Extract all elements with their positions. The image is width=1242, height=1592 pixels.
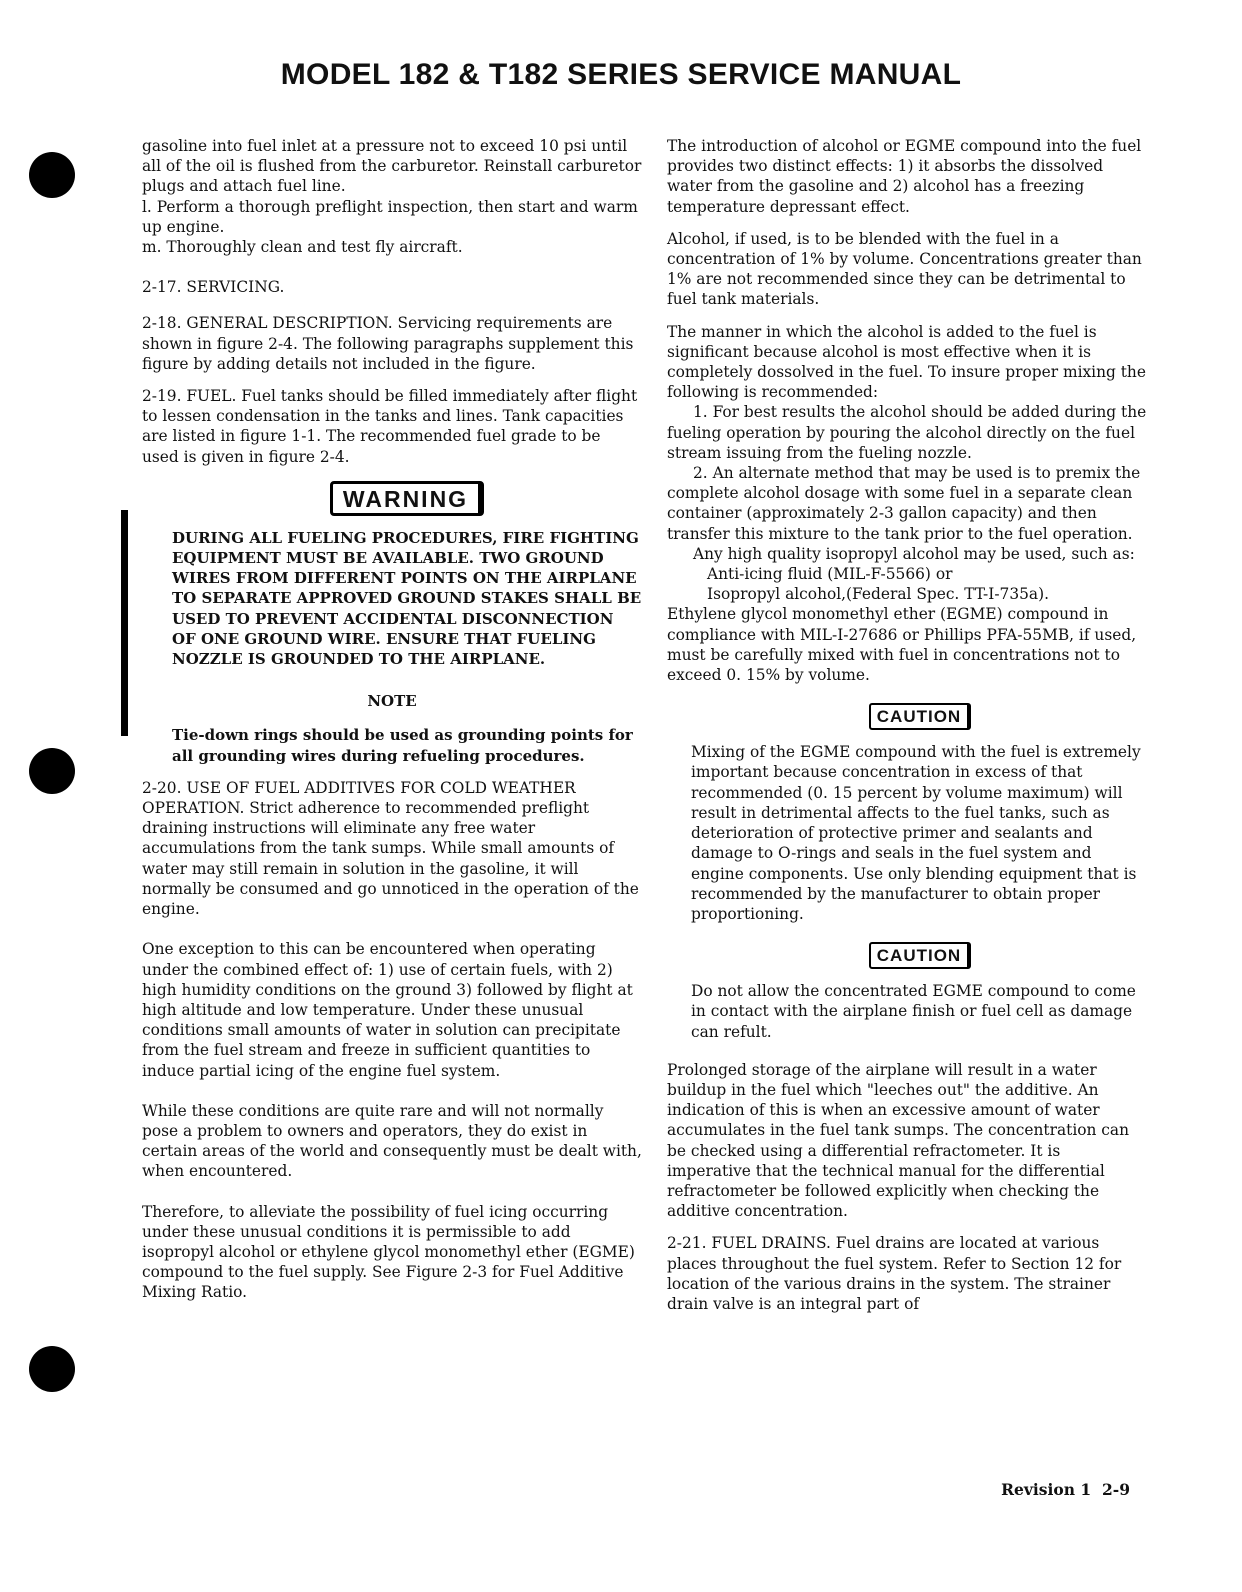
- step-2-alternate-method: 2. An alternate method that may be used is to premix the complete alcohol dosage with some fuel in a separate clean container (approximately 2-3 gallon capacity) and then transfer this mixture to the tank prior to the fuel operation.: [667, 464, 1141, 543]
- paragraph-alcohol-concentration: Alcohol, if used, is to be blended with the fuel in a concentration of 1% by volume. Concentrations greater than 1% are not recommended since they can be detrimental to fuel tank materials.: [667, 229, 1142, 309]
- item-isopropyl-alcohol: Isopropyl alcohol,(Federal Spec. TT-I-735a).: [707, 585, 1049, 604]
- paragraph-egme: Ethylene glycol monomethyl ether (EGME) compound in compliance with MIL-I-27686 or Phillips PFA-55MB, if used, must be carefully mixed with fuel in concentrations not to exceed 0. 15% by volume.: [667, 605, 1137, 685]
- right-column: [667, 136, 1149, 1326]
- change-bar: [121, 510, 128, 736]
- left-column: [142, 136, 642, 1315]
- paragraph-fuel-drains: 2-21. FUEL DRAINS. Fuel drains are located at various places throughout the fuel system. Refer to Section 12 for location of the various drains in the system. The strainer drain valve is an integral part of: [667, 1234, 1122, 1313]
- paragraph-fuel: 2-19. FUEL. Fuel tanks should be filled immediately after flight to lessen condensation in the tanks and lines. Tank capacities are listed in figure 1-1. The recommended fuel grade to be used is given in figure 2-4.: [142, 387, 638, 466]
- step-1-best-results: 1. For best results the alcohol should be added during the fueling operation by pouring the alcohol directly on the fuel stream issuing from the fueling nozzle.: [667, 403, 1147, 462]
- paragraph-rare-conditions: While these conditions are quite rare and will not normally pose a problem to owners and operators, they do exist in certain areas of the world and consequently must be dealt with, when encountered.: [142, 1101, 642, 1181]
- paragraph-carburetor-flush: gasoline into fuel inlet at a pressure not to exceed 10 psi until all of the oil is flushed from the carburetor. Reinstall carburetor plugs and attach fuel line.: [142, 137, 642, 196]
- paragraph-general-description: 2-18. GENERAL DESCRIPTION. Servicing requirements are shown in figure 2-4. The following paragraphs supplement this figure by adding details not included in the figure.: [142, 314, 634, 373]
- paragraph-prolonged-storage: Prolonged storage of the airplane will result in a water buildup in the fuel which "leeches out" the additive. An indication of this is when an excessive amount of water accumulates in the fuel tank sumps. The concentration can be checked using a differential refractometer. It is imperative that the technical manual for the differential refractometer be followed explicitly when checking the additive concentration.: [667, 1060, 1130, 1221]
- section-heading-servicing: 2-17. SERVICING.: [142, 278, 285, 297]
- note-label: NOTE: [367, 692, 417, 711]
- paragraph-fuel-additives: 2-20. USE OF FUEL ADDITIVES FOR COLD WEATHER OPERATION. Strict adherence to recommended preflight draining instructions will eliminate any free water accumulations from the tank sumps. While small amounts of water may still remain in solution in the gasoline, it will normally be consumed and go unnoticed in the operation of the engine.: [142, 778, 639, 919]
- caution-text-1: Mixing of the EGME compound with the fuel is extremely important because concentration in excess of that recommended (0. 15 percent by volume maximum) will result in detrimental affects to the fuel tanks, such as deterioration of protective primer and sealants and damage to O-rings and seals in the fuel system and engine components. Use only blending equipment that is recommended by the manufacturer to obtain proper proportioning.: [691, 743, 1141, 923]
- page-title: MODEL 182 & T182 SERIES SERVICE MANUAL: [280, 58, 962, 91]
- revision-label: Revision 1: [1001, 1480, 1092, 1499]
- item-anti-icing-fluid: Anti-icing fluid (MIL-F-5566) or: [707, 565, 953, 584]
- warning-label: WARNING: [330, 481, 484, 516]
- paragraph-mixing-manner: The manner in which the alcohol is added to the fuel is significant because alcohol is most effective when it is completely dossolved in the fuel. To insure proper mixing the following is recommended:: [667, 322, 1146, 402]
- note-text: Tie-down rings should be used as grounding points for all grounding wires during refueling procedures.: [172, 726, 633, 765]
- paragraph-exception: One exception to this can be encountered when operating under the combined effect of: 1) use of certain fuels, with 2) high humidity conditions on the ground 3) followed by flight at high altitude and low temperature. Under these unusual conditions small amounts of water in solution can precipitate from the fuel stream and freeze in sufficient quantities to induce partial icing of the engine fuel system.: [142, 940, 633, 1080]
- step-m-test-fly: m. Thoroughly clean and test fly aircraft.: [142, 238, 463, 257]
- step-l-preflight: l. Perform a thorough preflight inspection, then start and warm up engine.: [142, 197, 638, 236]
- binder-hole-middle: [29, 748, 75, 794]
- warning-block: [172, 481, 642, 669]
- paragraph-introduction-alcohol: The introduction of alcohol or EGME compound into the fuel provides two distinct effects: 1) it absorbs the dissolved water from the gasoline and 2) alcohol has a freezing temperature depressant effect.: [667, 137, 1142, 216]
- page-number: 2-9: [1101, 1480, 1130, 1499]
- caution-text-2: Do not allow the concentrated EGME compound to come in contact with the airplane finish or fuel cell as damage can refult.: [691, 982, 1136, 1041]
- caution-block-2: [691, 942, 1149, 1042]
- paragraph-therefore: Therefore, to alleviate the possibility of fuel icing occurring under these unusual conditions it is permissible to add isopropyl alcohol or ethylene glycol monomethyl ether (EGME) compound to the fuel supply. See Figure 2-3 for Fuel Additive Mixing Ratio.: [142, 1202, 635, 1302]
- page-footer: [1001, 1480, 1130, 1499]
- caution-block-1: [691, 703, 1149, 924]
- binder-hole-top: [29, 152, 75, 198]
- caution-label-1: CAUTION: [869, 703, 971, 730]
- paragraph-any-isopropyl: Any high quality isopropyl alcohol may be used, such as:: [693, 544, 1135, 563]
- caution-label-2: CAUTION: [869, 942, 971, 969]
- binder-hole-bottom: [29, 1346, 75, 1392]
- warning-text: DURING ALL FUELING PROCEDURES, FIRE FIGHTING EQUIPMENT MUST BE AVAILABLE. TWO GROUND WIRES FROM DIFFERENT POINTS ON THE AIRPLANE TO SEPARATE APPROVED GROUND STAKES SHALL BE USED TO PREVENT ACCIDENTAL DISCONNECTION OF ONE GROUND WIRE. ENSURE THAT FUELING NOZZLE IS GROUNDED TO THE AIRPLANE.: [172, 528, 642, 669]
